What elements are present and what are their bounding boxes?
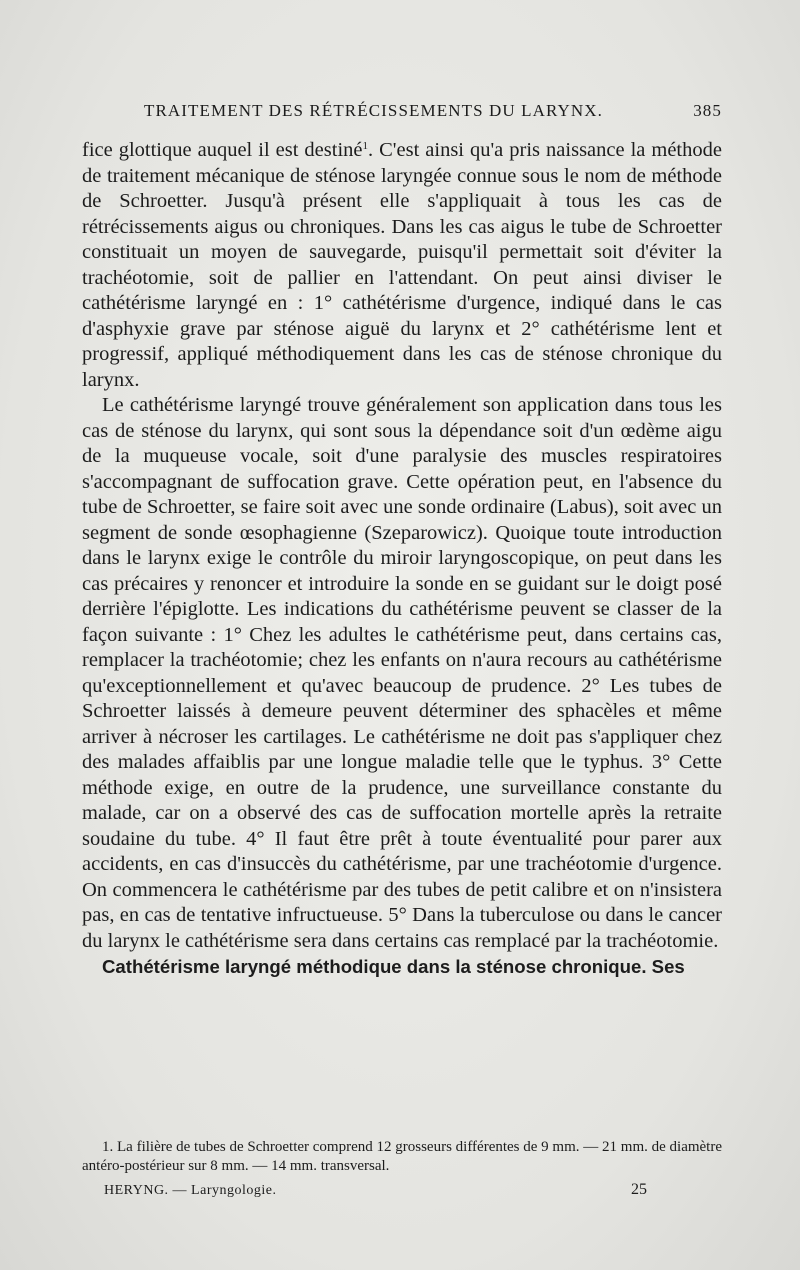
page-number: 385 [693, 101, 722, 120]
footnote: 1. La filière de tubes de Schroetter comprend 12 grosseurs différentes de 9 mm. — 21 mm. de diamètre antéro-postérieur sur 8 mm. — 14 mm. transversal. [82, 1139, 722, 1174]
running-head [82, 101, 722, 125]
paragraph-continuation [82, 138, 722, 393]
paragraph-2: Le cathétérisme laryngé trouve généralement son application dans tous les cas de sténose du larynx, qui sont sous la dépendance soit d'un œdème aigu de la muqueuse vocale, soit d'une paralysie des muscles respiratoires s'accompagnant de suffocation grave. Cette opération peut, en l'absence du tube de Schroetter, se faire soit avec une sonde ordinaire (Labus), soit avec un segment de sonde œsophagienne (Szeparowicz). Quoique toute introduction dans le larynx exige le contrôle du miroir laryngoscopique, on peut dans les cas précaires y renoncer et introduire la sonde en se guidant sur le doigt posé derrière l'épiglotte. Les indications du cathétérisme peuvent se classer de la façon suivante : 1° Chez les adultes le cathétérisme peut, dans certains cas, remplacer la trachéotomie; chez les enfants on n'aura recours au cathétérisme qu'exceptionnellement et qu'avec beaucoup de prudence. 2° Les tubes de Schroetter laissés à demeure peuvent déterminer des sphacèles et même arriver à nécroser les cartilages. Le cathétérisme ne doit pas s'appliquer chez des malades affaiblis par une longue maladie telle que le typhus. 3° Cette méthode exige, en outre de la prudence, une surveillance constante du malade, car on a observé des cas de suffocation mortelle après la retraite soudaine du tube. 4° Il faut être prêt à toute éventualité pour parer aux accidents, en cas d'insuccès du cathétérisme, par une trachéotomie d'urgence. On commencera le cathétérisme par des tubes de petit calibre et on n'insistera pas, en cas de tentative infructueuse. 5° Dans la tuberculose ou dans le cancer du larynx le cathétérisme sera dans certains cas remplacé par la trachéotomie. [82, 394, 722, 952]
signature-mark: HERYNG. — Laryngologie. [104, 1183, 277, 1198]
running-title: TRAITEMENT DES RÉTRÉCISSEMENTS DU LARYNX. [144, 101, 603, 120]
paragraph-1-start: fice glottique auquel il est destiné [82, 139, 363, 161]
main-text [82, 138, 722, 980]
footnote-reference: 1 [362, 140, 368, 152]
signature-number: 25 [631, 1181, 647, 1198]
paragraph-1-rest: . C'est ainsi qu'a pris naissance la méthode de traitement mécanique de sténose laryngée connue sous le nom de méthode de Schroetter. Jusqu'à présent elle s'appliquait à tous les cas de rétrécissements aigus ou chroniques. Dans les cas aigus le tube de Schroetter constituait un moyen de sauvegarde, puisqu'il permettait soit d'éviter la trachéotomie, soit de pallier en l'attendant. On peut ainsi diviser le cathétérisme laryngé en : 1° cathétérisme d'urgence, indiqué dans le cas d'asphyxie grave par sténose aiguë du larynx et 2° cathétérisme lent et progressif, appliqué méthodiquement dans les cas de sténose chronique du larynx. [82, 139, 722, 391]
section-heading-line: Cathétérisme laryngé méthodique dans la sténose chronique. Ses [102, 956, 685, 977]
